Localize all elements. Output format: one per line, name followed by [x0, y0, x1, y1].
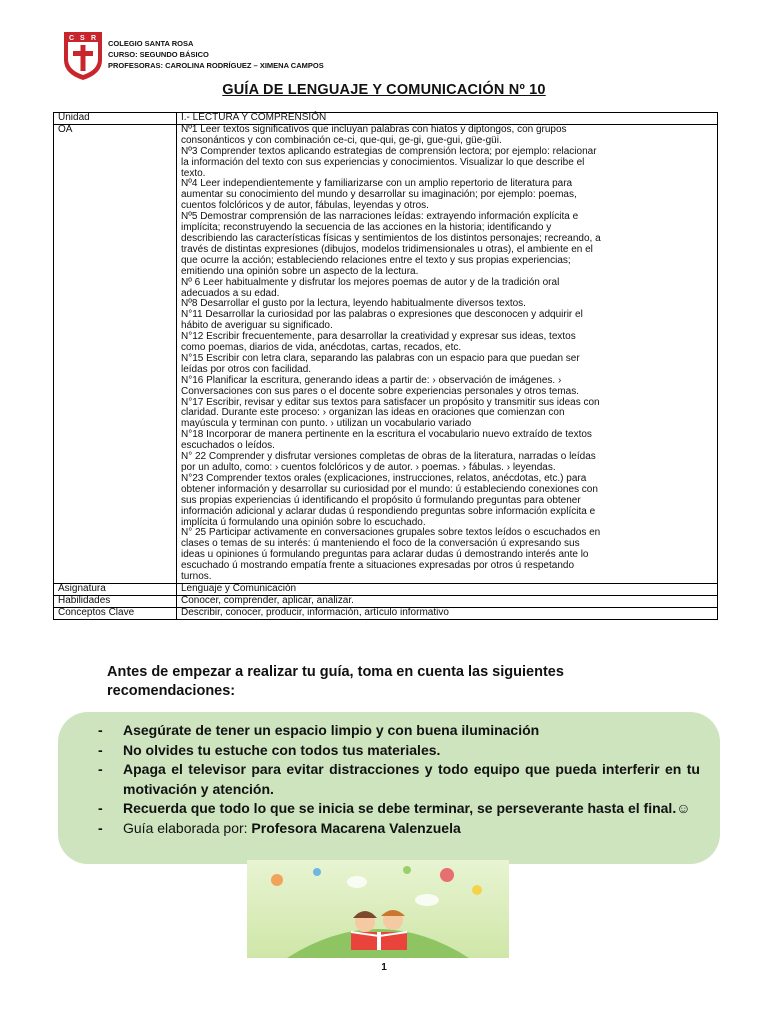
- oa-line: N°12 Escribir frecuentemente, para desarrollar la creatividad y expresar sus ideas, textos: [181, 331, 576, 343]
- author-name: Profesora Macarena Valenzuela: [251, 819, 461, 836]
- page-title: [0, 82, 768, 98]
- oa-line: N°16 Planificar la escritura, generando ideas a partir de: › observación de imágenes. ›: [181, 374, 562, 386]
- oa-line: Nº1 Leer textos significativos que incluyan palabras con hiatos y diptongos, con grupos: [181, 123, 567, 135]
- oa-line: obtener información y desarrollar su curiosidad por el mundo: ú estableciendo conexiones con: [181, 483, 598, 495]
- curriculum-table: [53, 112, 718, 620]
- oa-line: como poemas, diarios de vida, anécdotas, cartas, recados, etc.: [181, 342, 462, 354]
- oa-line: N° 22 Comprender y disfrutar versiones completas de obras de la literatura, narradas o leídas: [181, 451, 596, 463]
- course-name: CURSO: SEGUNDO BÁSICO: [108, 50, 209, 59]
- table-row-unidad: [54, 113, 718, 125]
- table-row-oa: [54, 124, 718, 583]
- oa-line: N°17 Escribir, revisar y editar sus textos para satisfacer un propósito y transmitir sus ideas con: [181, 396, 600, 408]
- oa-line: N° 25 Participar activamente en conversaciones grupales sobre textos leídos o escuchados en: [181, 527, 601, 539]
- oa-line: adecuados a su edad.: [181, 287, 280, 299]
- oa-line: clases o temas de su interés: ú manteniendo el foco de la conversación ú expresando sus: [181, 538, 580, 550]
- oa-line: Nº5 Demostrar comprensión de las narraciones leídas: extrayendo información explícita e: [181, 211, 579, 223]
- oa-line: Conversaciones con sus pares o el docente sobre experiencias personales y otros temas.: [181, 385, 579, 397]
- oa-line: Nº3 Comprender textos aplicando estrategias de comprensión lectora; por ejemplo: relacionar: [181, 145, 597, 157]
- oa-line: N°23 Comprender textos orales (explicaciones, instrucciones, relatos, anécdotas, etc.) para: [181, 472, 587, 484]
- recommendation-text: Asegúrate de tener un espacio limpio y con buena iluminación: [123, 722, 540, 738]
- oa-line: N°18 Incorporar de manera pertinente en la escritura el vocabulario nuevo extraído de textos: [181, 429, 592, 441]
- logo-letter-r: R: [91, 35, 97, 42]
- list-dash: -: [98, 819, 103, 836]
- unidad-label: Unidad: [54, 113, 177, 125]
- oa-line: N°15 Escribir con letra clara, separando las palabras con un espacio para que puedan ser: [181, 352, 580, 364]
- author-prefix: Guía elaborada por:: [123, 819, 252, 836]
- oa-line: la información del texto con sus experiencias y conocimientos. Visualizar lo que describe el: [181, 156, 585, 168]
- school-name: COLEGIO SANTA ROSA: [108, 39, 194, 48]
- list-item: [98, 741, 700, 761]
- oa-line: Nº8 Desarrollar el gusto por la lectura, leyendo habitualmente diversos textos.: [181, 298, 526, 310]
- page-number: 1: [381, 962, 387, 973]
- conceptos-label: Conceptos Clave: [54, 607, 177, 619]
- oa-line: mayúscula y terminan con punto. › utilizan un vocabulario variado: [181, 418, 472, 430]
- oa-line: texto.: [181, 167, 206, 179]
- teachers-names: PROFESORAS: CAROLINA RODRÍGUEZ – XIMENA CAMPOS: [108, 61, 324, 70]
- oa-line: leídas por otros con facilidad.: [181, 363, 312, 375]
- oa-line: que ocurre la acción; estableciendo relaciones entre el texto y sus propias experiencias;: [181, 254, 571, 266]
- unidad-value: I.- LECTURA Y COMPRENSIÓN: [177, 113, 718, 125]
- oa-line: sus propias experiencias ú identificando el propósito ú formulando preguntas para obtener: [181, 494, 581, 506]
- oa-line: través de distintas expresiones (dibujos, modelos tridimensionales u otras), el ambiente en el: [181, 243, 593, 255]
- oa-line: Nº 6 Leer habitualmente y disfrutar los mejores poemas de autor y de la tradición oral: [181, 276, 560, 288]
- oa-value: [177, 124, 718, 583]
- table-row-habilidades: [54, 595, 718, 607]
- oa-line: implícita ú formulando una opinión sobre lo escuchado.: [181, 516, 426, 528]
- recommendation-text: Apaga el televisor para evitar distracciones y todo equipo que pueda interferir en tu motivación y atención.: [123, 761, 700, 797]
- table-row-asignatura: [54, 583, 718, 595]
- list-item: [98, 721, 700, 741]
- table-row-conceptos: [54, 607, 718, 619]
- recommendations-heading: [107, 663, 707, 701]
- page-title-text: GUÍA DE LENGUAJE Y COMUNICACIÓN Nº 10: [222, 82, 546, 98]
- list-item: [98, 819, 700, 839]
- oa-line: aumentar su conocimiento del mundo y desarrollar su imaginación; por ejemplo: poemas,: [181, 189, 577, 201]
- oa-line: escuchado ú mostrando empatía frente a situaciones expresadas por otros ú respetando: [181, 560, 575, 572]
- oa-line: N°11 Desarrollar la curiosidad por las palabras o expresiones que desconocen y adquirir el: [181, 309, 583, 321]
- list-dash: -: [98, 800, 103, 816]
- list-dash: -: [98, 761, 103, 777]
- recommendations-heading-line1: Antes de empezar a realizar tu guía, toma en cuenta las siguientes: [107, 664, 564, 680]
- list-item: [98, 799, 700, 819]
- recommendation-text: No olvides tu estuche con todos tus materiales.: [123, 741, 441, 758]
- oa-line: ideas u opiniones ú formulando preguntas para aclarar dudas ú demostrando interés ante lo: [181, 549, 589, 561]
- asignatura-label: Asignatura: [54, 583, 177, 595]
- oa-line: implícita; reconstruyendo la secuencia de las acciones en la historia; identificando y: [181, 222, 552, 234]
- oa-line: emitiendo una opinión sobre un aspecto de la lectura.: [181, 265, 419, 277]
- habilidades-value: Conocer, comprender, aplicar, analizar.: [177, 595, 718, 607]
- oa-line: claridad. Durante este proceso: › organizan las ideas en oraciones que comienzan con: [181, 407, 565, 419]
- school-info: [108, 38, 324, 71]
- list-item: [98, 760, 700, 799]
- logo-letter-s: S: [80, 35, 85, 42]
- oa-label: OA: [54, 124, 177, 583]
- recommendation-text: Recuerda que todo lo que se inicia se debe terminar, se perseverante hasta el final.☺: [123, 800, 691, 816]
- oa-line: cuentos folclóricos y de autor, fábulas, leyendas y otros.: [181, 200, 429, 212]
- oa-line: hábito de averiguar su significado.: [181, 320, 333, 332]
- oa-line: información adicional y aclarar dudas ú respondiendo preguntas sobre información explícita e: [181, 505, 596, 517]
- logo-letter-c: C: [69, 35, 75, 42]
- habilidades-label: Habilidades: [54, 595, 177, 607]
- oa-line: consonánticos y con combinación ce-ci, que-qui, ge-gi, gue-gui, güe-güi.: [181, 134, 502, 146]
- oa-line: escuchados o leídos.: [181, 440, 275, 452]
- oa-line: turnos.: [181, 571, 212, 583]
- oa-line: por un adulto, como: › cuentos folclóricos y de autor. › poemas. › fábulas. › leyendas.: [181, 462, 556, 473]
- recommendations-heading-line2: recomendaciones:: [107, 683, 236, 699]
- reading-children-illustration: [247, 860, 509, 958]
- asignatura-value: Lenguaje y Comunicación: [177, 583, 718, 595]
- conceptos-value: Describir, conocer, producir, información, artículo informativo: [177, 607, 718, 619]
- oa-line: Nº4 Leer independientemente y familiarizarse con un amplio repertorio de literatura para: [181, 178, 573, 190]
- recommendations-list: [98, 721, 700, 838]
- oa-line: describiendo las características físicas y sentimientos de los distintos personajes; recreando, a: [181, 232, 601, 244]
- list-dash: -: [98, 722, 103, 738]
- school-crest-icon: [62, 30, 104, 82]
- list-dash: -: [98, 741, 103, 758]
